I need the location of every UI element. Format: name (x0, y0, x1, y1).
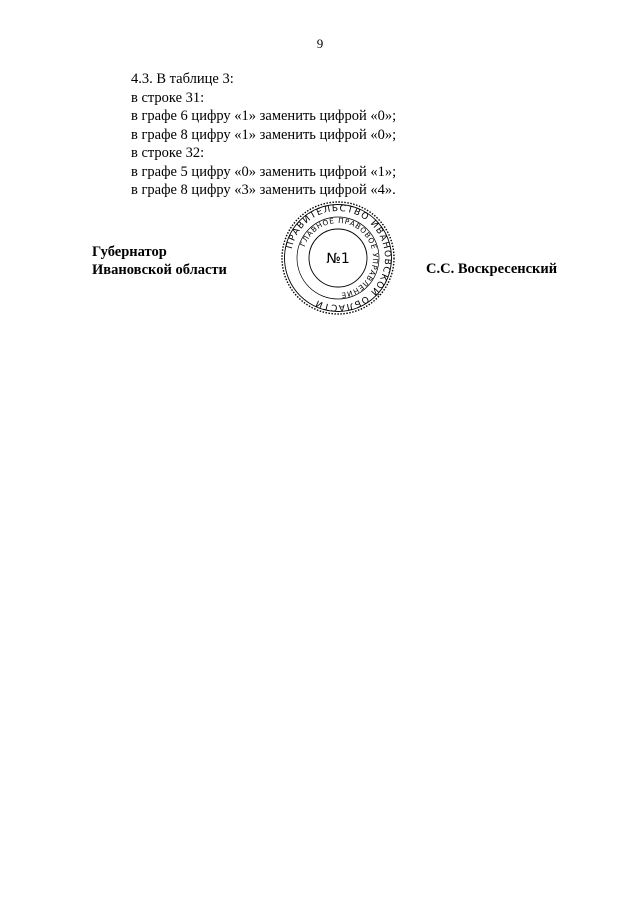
amendment-text (131, 70, 396, 200)
signatory-title-line1: Губернатор (92, 244, 167, 260)
text-line: в графе 5 цифру «0» заменить цифрой «1»; (131, 163, 397, 180)
signatory-title (92, 243, 227, 279)
text-line: в строке 32: (131, 145, 205, 161)
text-line: в графе 8 цифру «3» заменить цифрой «4». (131, 182, 396, 198)
seal-inner-text: ГЛАВНОЕ ПРАВОВОЕ УПРАВЛЕНИЕ (298, 215, 381, 300)
signatory-title-line2: Ивановской области (92, 262, 227, 278)
text-line: в строке 31: (131, 89, 205, 106)
seal-number: №1 (326, 251, 350, 267)
text-line: в графе 6 цифру «1» заменить цифрой «0»; (131, 108, 397, 124)
section-heading: 4.3. В таблице 3: (131, 71, 234, 87)
text-line: в графе 8 цифру «1» заменить цифрой «0»; (131, 126, 397, 143)
page-number: 9 (316, 36, 324, 51)
seal-outer-text: ПРАВИТЕЛЬСТВО ИВАНОВСКОЙ ОБЛАСТИ (284, 203, 393, 313)
signatory-name: С.С. Воскресенский (426, 261, 558, 277)
official-seal (280, 200, 396, 316)
